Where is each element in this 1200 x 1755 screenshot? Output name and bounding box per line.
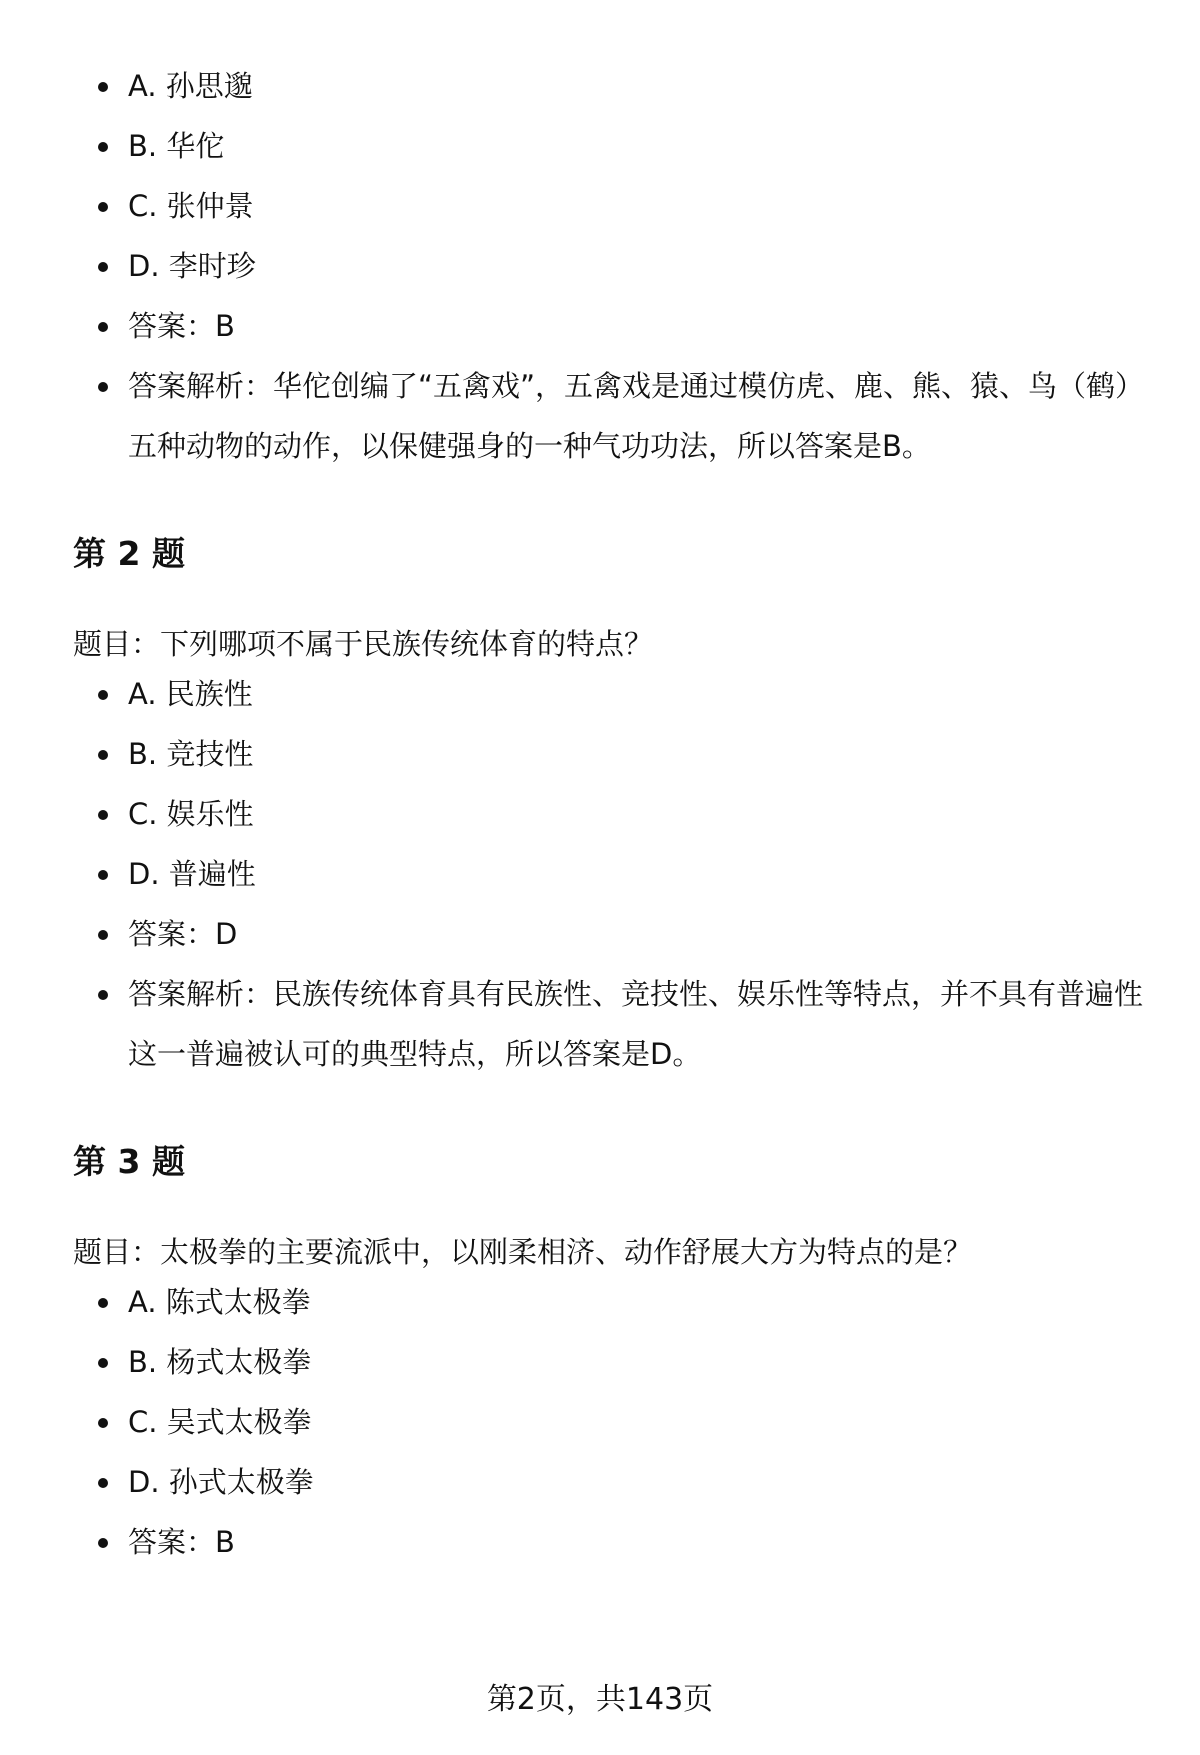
page-number: 第2页，共143页: [486, 1682, 714, 1717]
question-2-prompt: 题目：下列哪项不属于民族传统体育的特点？: [73, 627, 654, 661]
option-a: A. 陈式太极拳: [73, 1272, 1143, 1332]
question-3-options: [73, 1272, 1143, 1572]
option-a: A. 民族性: [73, 664, 1143, 724]
option-c: C. 张仲景: [73, 176, 1143, 236]
answer-explanation: 答案解析：华佗创编了“五禽戏”，五禽戏是通过模仿虎、鹿、熊、猿、鸟（鹤）五种动物的动作，以保健强身的一种气功功法，所以答案是B。: [73, 356, 1143, 476]
option-b: B. 竞技性: [73, 724, 1143, 784]
option-b: B. 杨式太极拳: [73, 1332, 1143, 1392]
answer: 答案：B: [73, 1512, 1143, 1572]
option-b: B. 华佗: [73, 116, 1143, 176]
option-c: C. 吴式太极拳: [73, 1392, 1143, 1452]
question-2-options: [73, 664, 1143, 1084]
answer-explanation: 答案解析：民族传统体育具有民族性、竞技性、娱乐性等特点，并不具有普遍性这一普遍被认可的典型特点，所以答案是D。: [73, 964, 1143, 1084]
page-content: [73, 56, 1143, 1572]
question-3-prompt: 题目：太极拳的主要流派中，以刚柔相济、动作舒展大方为特点的是？: [73, 1235, 973, 1269]
option-c: C. 娱乐性: [73, 784, 1143, 844]
option-d: D. 孙式太极拳: [73, 1452, 1143, 1512]
answer: 答案：D: [73, 904, 1143, 964]
question-2-title: 第 2 题: [73, 534, 185, 573]
option-a: A. 孙思邈: [73, 56, 1143, 116]
option-d: D. 普遍性: [73, 844, 1143, 904]
question-3-title: 第 3 题: [73, 1142, 185, 1181]
answer: 答案：B: [73, 296, 1143, 356]
option-d: D. 李时珍: [73, 236, 1143, 296]
question-1-options: [73, 56, 1143, 476]
